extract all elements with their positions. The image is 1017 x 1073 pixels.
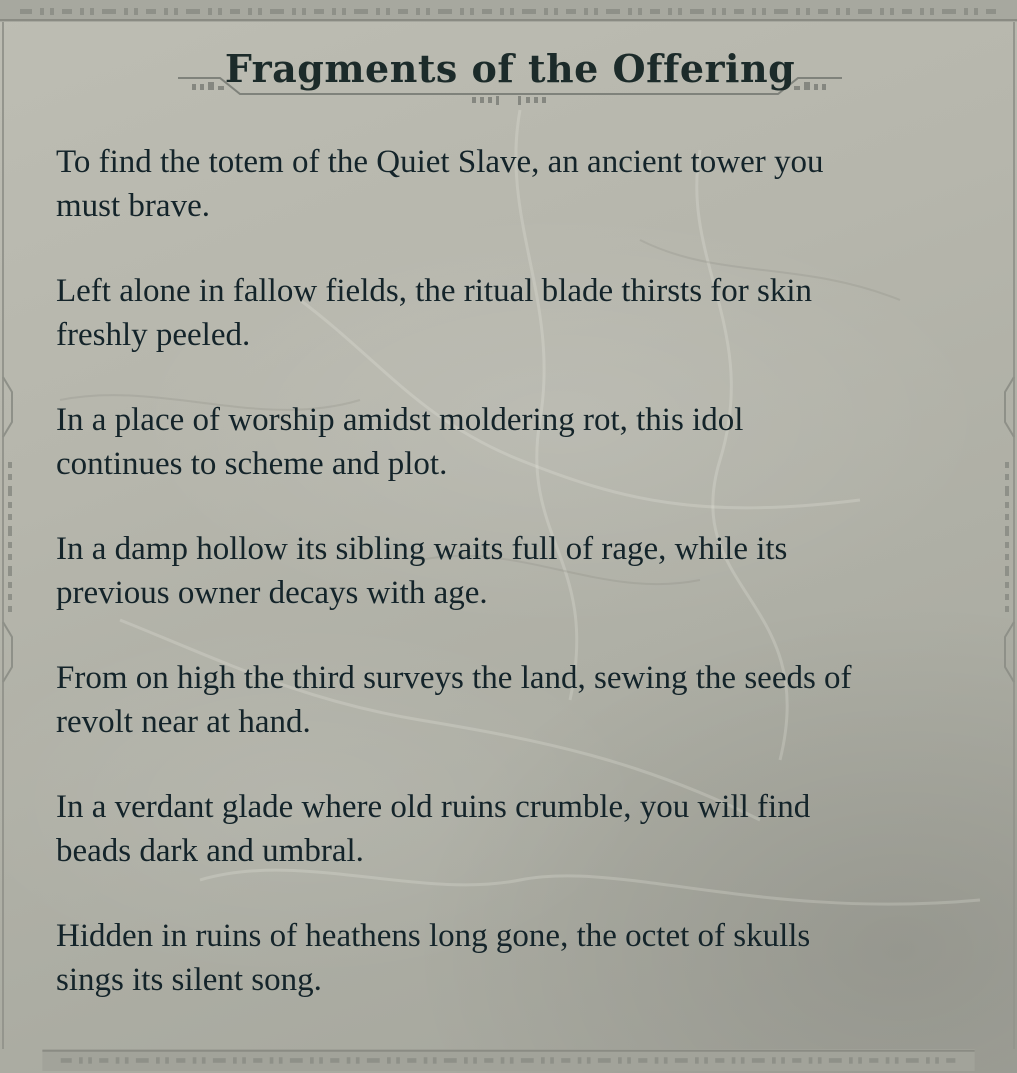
title-header	[170, 40, 850, 110]
verse-line: beads dark and umbral.	[56, 833, 364, 869]
verse-line: freshly peeled.	[56, 317, 251, 353]
top-border-ornament	[0, 0, 1017, 22]
verse-line: In a verdant glade where old ruins crumble, you will find	[56, 789, 811, 825]
verse-line: sings its silent song.	[56, 962, 322, 998]
verse-item	[56, 656, 956, 744]
right-border-ornament	[999, 22, 1017, 1049]
verse-line: revolt near at hand.	[56, 704, 311, 740]
left-border-ornament	[0, 22, 18, 1049]
verse-line: Hidden in ruins of heathens long gone, the octet of skulls	[56, 918, 811, 954]
verse-line: To find the totem of the Quiet Slave, an ancient tower you	[56, 144, 824, 180]
verse-line: In a place of worship amidst moldering rot, this idol	[56, 402, 744, 438]
verse-line: In a damp hollow its sibling waits full of rage, while its	[56, 531, 788, 567]
verse-line: continues to scheme and plot.	[56, 446, 448, 482]
verse-item	[56, 914, 956, 1002]
bottom-border-ornament	[0, 1049, 1017, 1071]
verse-item	[56, 398, 956, 486]
verse-line: previous owner decays with age.	[56, 575, 488, 611]
verse-item	[56, 527, 956, 615]
verse-line: must brave.	[56, 188, 210, 224]
verse-item	[56, 785, 956, 873]
page-title: Fragments of the Offering	[224, 46, 796, 91]
verse-item	[56, 140, 956, 228]
verse-list	[56, 140, 966, 1043]
verse-line: From on high the third surveys the land, sewing the seeds of	[56, 660, 852, 696]
verse-item	[56, 269, 956, 357]
verse-line: Left alone in fallow fields, the ritual blade thirsts for skin	[56, 273, 813, 309]
